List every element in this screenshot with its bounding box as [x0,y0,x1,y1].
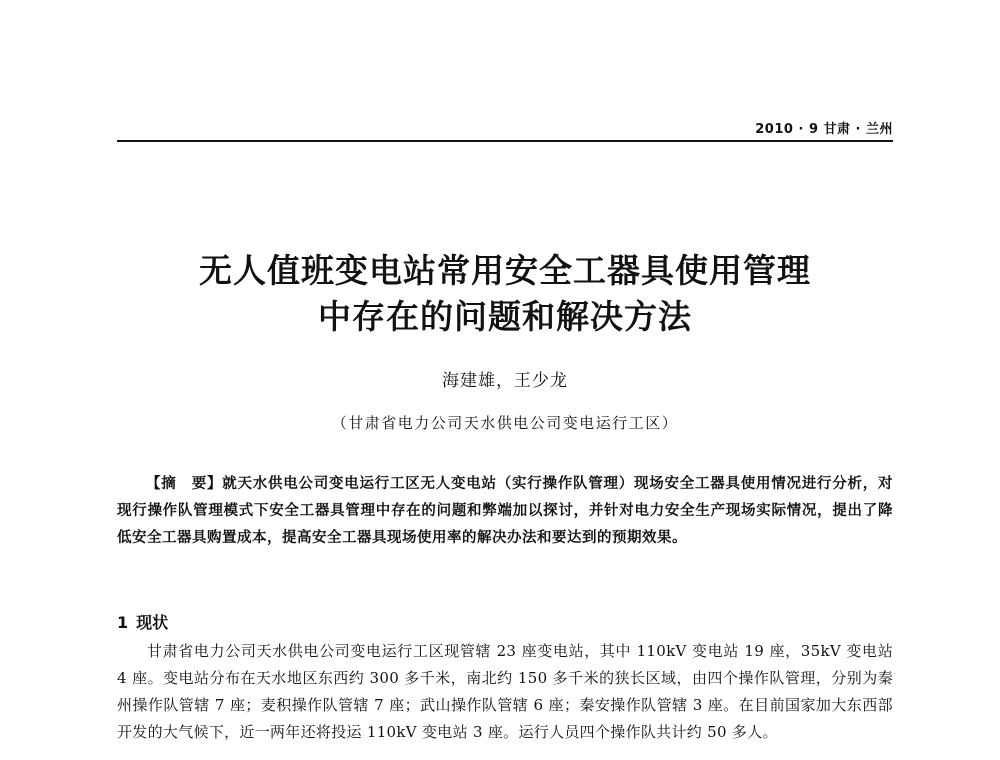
section-title: 现状 [136,613,169,632]
abstract [117,470,893,551]
section-heading [117,610,168,633]
abstract-text: 就天水供电公司变电运行工区无人变电站（实行操作队管理）现场安全工器具使用情况进行分析，对现行操作队管理模式下安全工器具管理中存在的问题和弊端加以探讨，并针对电力安全生产现场实际情况，提出了降低安全工器具购置成本，提高安全工器具现场使用率的解决办法和要达到的预期效果。 [117,475,893,546]
article-title-line-1: 无人值班变电站常用安全工器具使用管理 [199,251,811,290]
abstract-label: 【摘 要】 [146,475,223,492]
header-rule [117,140,893,142]
running-header: 2010 · 9 甘肃 · 兰州 [755,122,893,137]
article-authors: 海建雄，王少龙 [442,371,568,391]
section-paragraph: 甘肃省电力公司天水供电公司变电运行工区现管辖 23 座变电站，其中 110kV 变电站 19 座，35kV 变电站 4 座。变电站分布在天水地区东西约 300 多千米，南北约 150 多千米的狭长区域，由四个操作队管理，分别为秦州操作队管辖 7 座；麦积操作队管辖 7 座；武山操作队管辖 6 座；秦安操作队管辖 3 座。在目前国家加大东西部开发的大气候下，近一两年还将投运 110kV 变电站 3 座。运行人员四个操作队共计约 50 多人。 [117,642,893,741]
article-title [117,248,893,340]
article-affiliation: （甘肃省电力公司天水供电公司变电运行工区） [331,414,679,432]
section-number: 1 [117,613,129,632]
article-title-line-2: 中存在的问题和解决方法 [318,297,692,336]
